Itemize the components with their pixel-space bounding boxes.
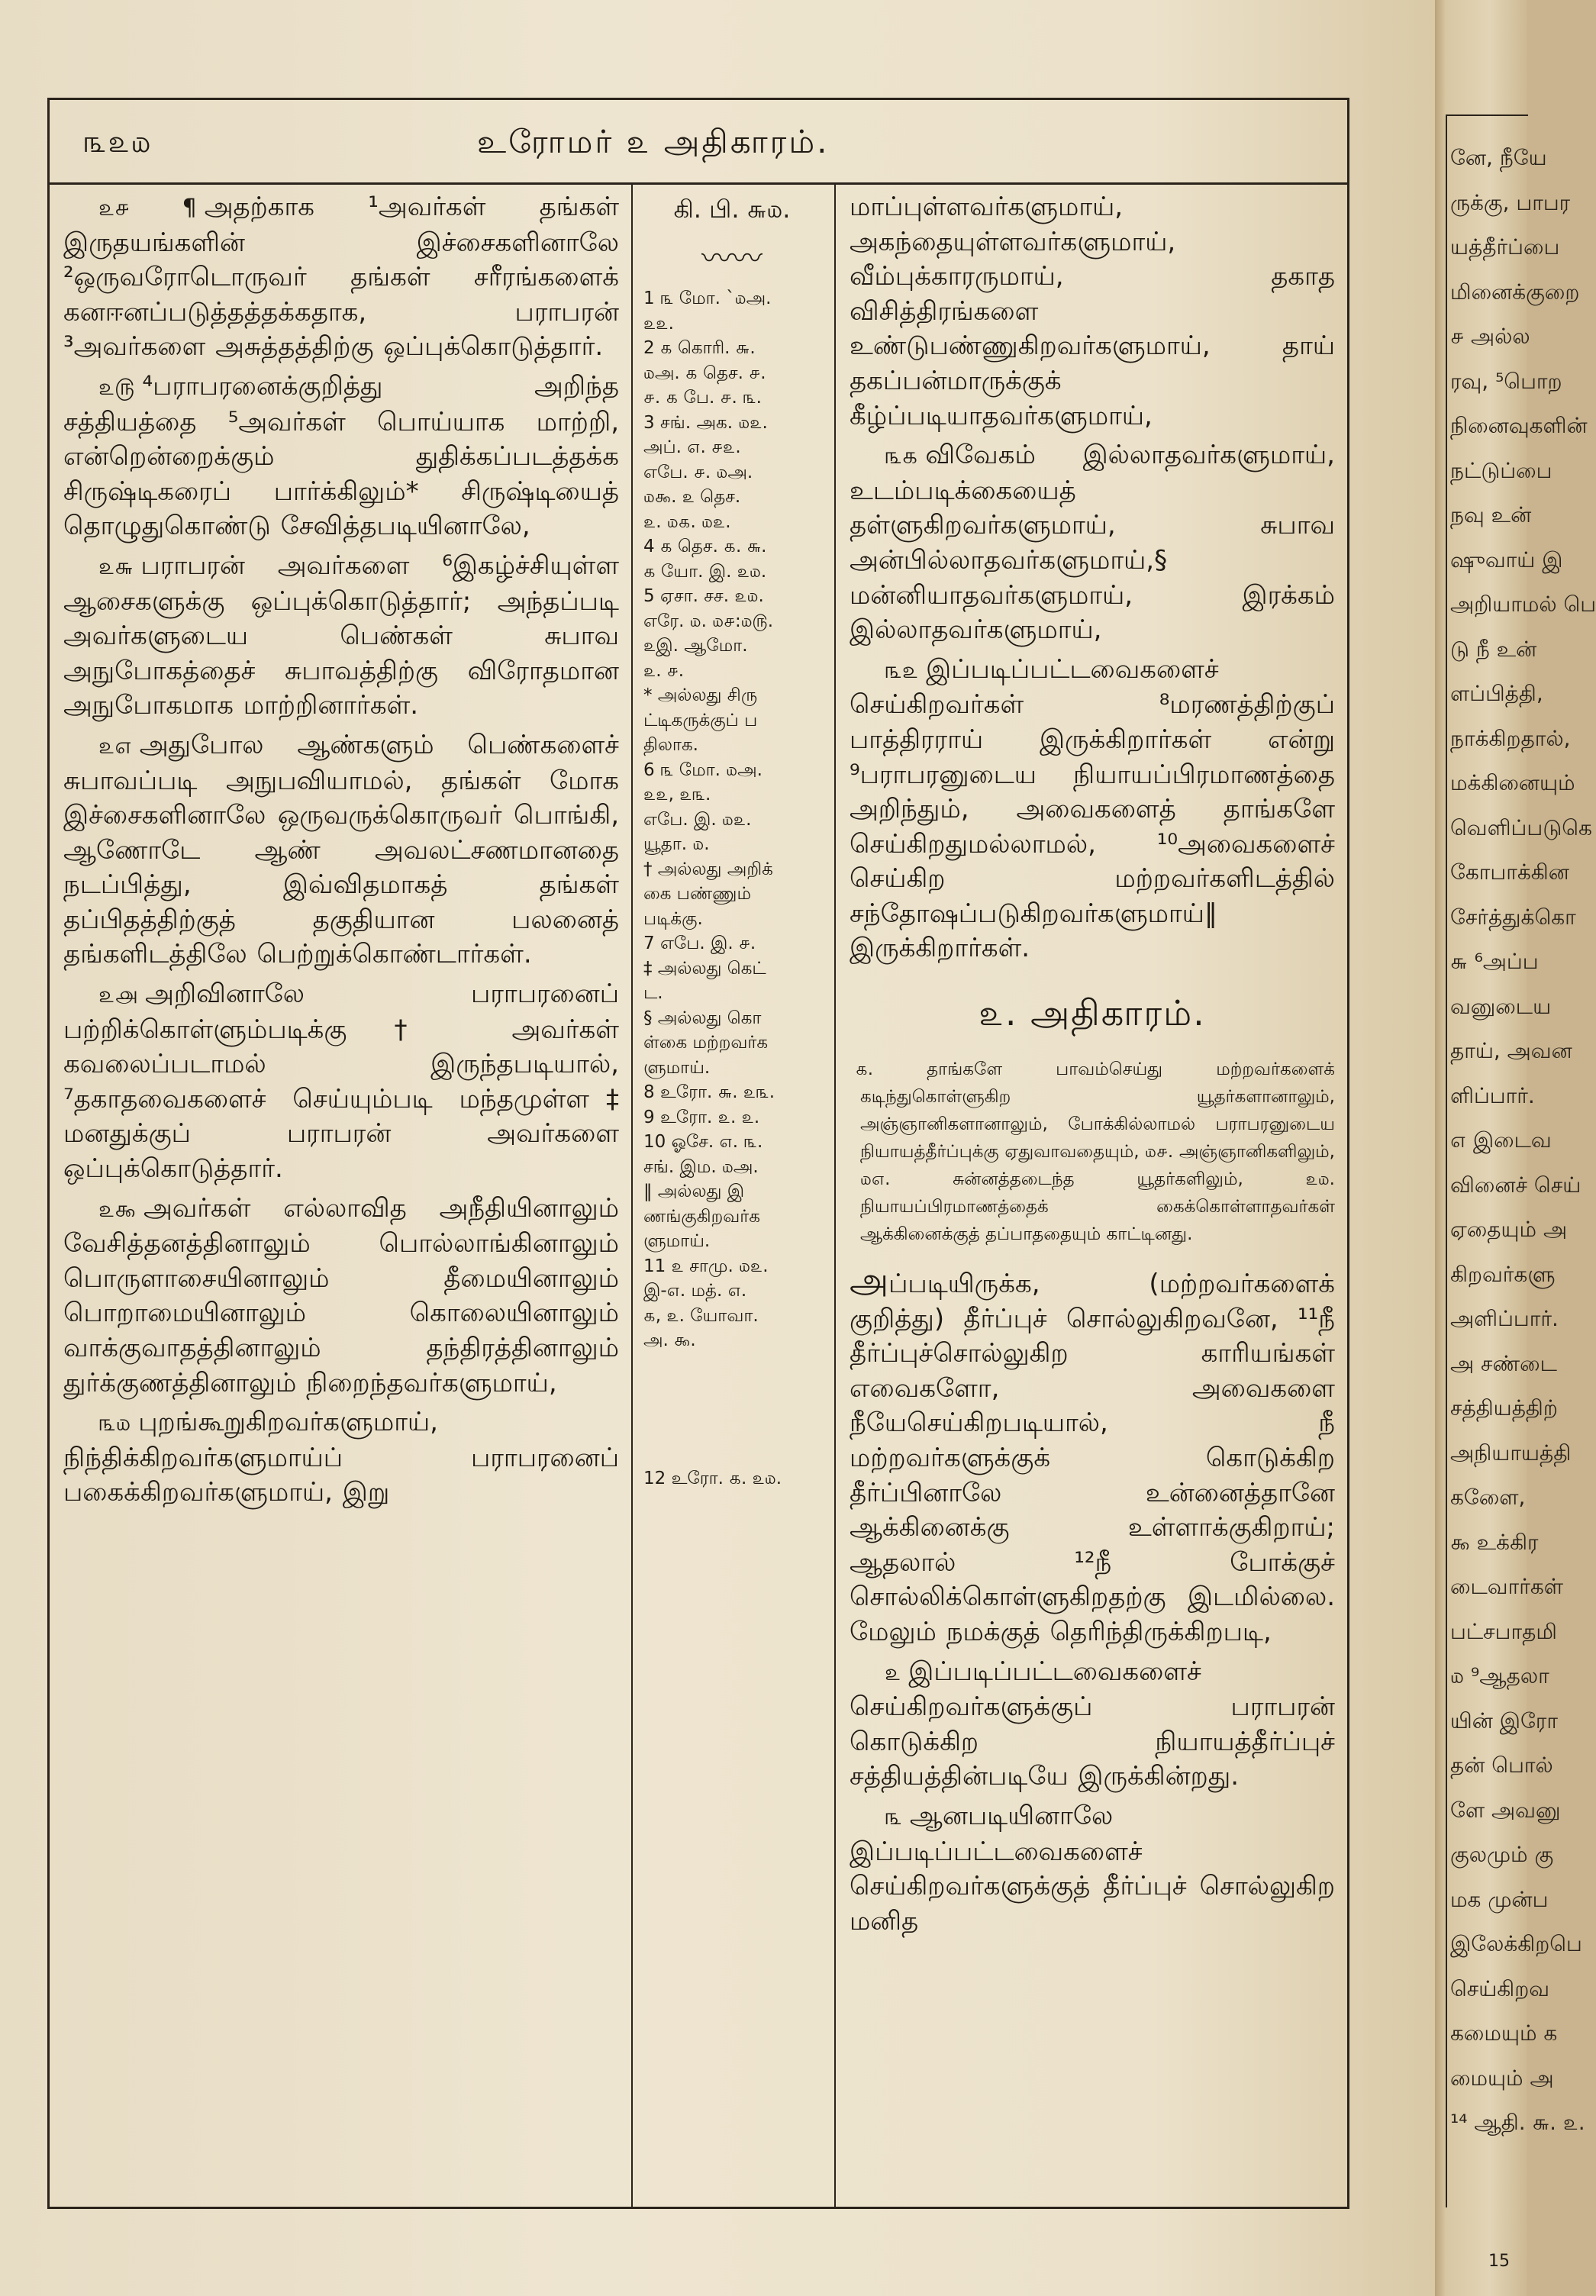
cross-reference: யூதா. ௰. <box>643 834 710 854</box>
page-frame <box>47 98 1349 2209</box>
adjacent-page-line: யத்தீர்ப்பை <box>1450 234 1560 260</box>
adjacent-page-line: நாக்கிறதால், <box>1450 725 1571 751</box>
verse <box>850 1259 1335 1650</box>
cross-reference: 2 ௧ கொரி. ௬. <box>643 338 756 358</box>
adjacent-page-line: ருக்கு, பாபர <box>1450 189 1571 215</box>
adjacent-page-line: வெளிப்படுகெ <box>1450 814 1592 840</box>
adjacent-page-number: 15 <box>1488 2252 1510 2271</box>
cross-reference: ‡ அல்லது கெட் <box>643 958 766 979</box>
cross-reference: ளுமாய். <box>643 1057 711 1078</box>
right-verses <box>850 438 1335 966</box>
cross-reference: ௧ யோ. இ. ௨௰. <box>643 561 767 582</box>
adjacent-page-line: னே, நீயே <box>1450 145 1547 170</box>
cross-reference: 3 சங். அக. ௰௨. <box>643 412 768 433</box>
running-title: உரோமர் ௨ அதிகாரம். <box>477 123 830 160</box>
adjacent-page-line: களைே, <box>1450 1485 1526 1510</box>
cross-reference: இ-௭. மத். ௭. <box>643 1281 747 1301</box>
verse-number: ௨௯ <box>98 1195 136 1223</box>
cross-reference: 4 ௧ தெச. ௧. ௬. <box>643 537 767 556</box>
cross-reference: எபே. இ. ௰௨. <box>643 809 752 830</box>
verse-text: இப்படிப்பட்டவைகளைச் செய்கிறவர்களுக்குப் பராபரன் கொடுக்கிற நியாயத்தீர்ப்புச் சத்தியத்தின்படியே இருக்கின்றது. <box>850 1656 1335 1792</box>
cross-reference: 8 உரோ. ௬. ௨௩. <box>643 1082 775 1102</box>
verse <box>850 653 1335 966</box>
adjacent-page-edge <box>1435 0 1596 2296</box>
continuation-text: மாப்புள்ளவர்களுமாய், அகந்தையுள்ளவர்களுமாய், வீம்புக்காரருமாய், தகாத விசித்திரங்களை உண்டுபண்ணுகிறவர்களுமாய், தாய் தகப்பன்மாருக்குக் கீழ்ப்படியாதவர்களுமாய், <box>850 192 1335 431</box>
cross-reference: எரே. ௰. ௰௪:௰௫. <box>643 611 774 631</box>
cross-reference: ணங்குகிறவர்க <box>643 1206 760 1227</box>
verse <box>63 977 619 1187</box>
cross-reference: ௪. ௧ பே. ௪. ௩. <box>643 388 762 408</box>
adjacent-page-line: மையும் அ <box>1450 2065 1554 2091</box>
verse-number: ௨௪ ¶ <box>98 195 197 221</box>
adjacent-page-line: கோபாக்கின <box>1450 859 1569 885</box>
verse-number: ௨ <box>885 1659 901 1686</box>
cross-reference: ௨௨. <box>643 313 674 334</box>
verse <box>63 549 619 724</box>
adjacent-page-line: ளிப்பார். <box>1450 1082 1535 1108</box>
adjacent-page-line: செய்கிறவ <box>1450 1975 1550 2001</box>
cross-reference: ௨௨, ௨௩. <box>643 785 711 805</box>
verse-text: பராபரன் அவர்களை ⁶இகழ்ச்சியுள்ள ஆசைகளுக்கு ஒப்புக்கொடுத்தார்; அந்தப்படி அவர்களுடைய பெண்கள் சுபாவ அநுபோகத்தைச் சுபாவத்திற்கு விரோதமான அநுபோகமாக மாற்றினார்கள். <box>63 550 619 721</box>
adjacent-page-line: ஏதையும் அ <box>1450 1217 1568 1242</box>
cross-reference: ள்கை மற்றவர்க <box>643 1033 769 1053</box>
verse-text: அதுபோல ஆண்களும் பெண்களைச் சுபாவப்படி அநுபவியாமல், தங்கள் மோக இச்சைகளினாலே ஒருவருக்கொருவர் பொங்கி, ஆணோடே ஆண் அவலட்சணமானதை நடப்பித்து, இவ்விதமாகத் தங்கள் தப்பிதத்திற்குத் தகுதியான பலனைத் தங்களிடத்திலே பெற்றுக்கொண்டார்கள். <box>63 729 619 970</box>
adjacent-page-line: யின் இரோ <box>1450 1707 1558 1733</box>
verse-text: விவேகம் இல்லாதவர்களுமாய், உடம்படிக்கையைத் தள்ளுகிறவர்களுமாய், சுபாவ அன்பில்லாதவர்களுமாய்,§ மன்னியாதவர்களுமாய், இரக்கம் இல்லாதவர்களுமாய், <box>850 440 1335 646</box>
adjacent-page-line: மக்கினையும் <box>1450 770 1575 795</box>
adjacent-page-line: நவு உன் <box>1450 502 1532 527</box>
cross-reference: 7 எபே. இ. ௪. <box>643 934 756 953</box>
verse <box>63 1192 619 1401</box>
chapter-verses <box>850 1259 1335 1939</box>
adjacent-page-line: நட்டுப்பை <box>1450 457 1552 483</box>
cross-reference: 5 ஏசா. சச. ௨௰. <box>643 586 764 606</box>
adjacent-page-line: ௰ ⁹ஆதலா <box>1450 1663 1549 1688</box>
adjacent-page-line: வினைச் செய் <box>1450 1172 1581 1198</box>
adjacent-page-line: ௯ உக்கிர <box>1450 1529 1539 1555</box>
adjacent-page-line: கிறவர்களு <box>1450 1261 1556 1287</box>
verse-number: ௨௭ <box>98 732 132 759</box>
adjacent-page-line: மினைக்குறை <box>1450 279 1580 305</box>
column-rule-right <box>834 182 836 2207</box>
cross-reference: அ. ௯. <box>643 1330 696 1350</box>
adjacent-page-line: ளப்பித்தி, <box>1450 681 1543 706</box>
adjacent-page-line: தன் பொல் <box>1450 1753 1553 1778</box>
verse <box>850 438 1335 648</box>
cross-reference: ளுமாய். <box>643 1231 711 1251</box>
verse-number: ௩௧ <box>885 443 918 470</box>
verse-text: ஆனபடியினாலே இப்படிப்பட்டவைகளைச் செய்கிறவர்களுக்குத் தீர்ப்புச் சொல்லுகிற மனித <box>850 1800 1335 1936</box>
verse-number: ௨௫ <box>98 373 135 401</box>
cross-reference: ட்டிகருக்குப் ப <box>643 710 758 730</box>
cross-reference: திலாக. <box>643 735 698 755</box>
verse <box>63 1405 619 1511</box>
adjacent-page-line: குலமும் கு <box>1450 1842 1554 1867</box>
adjacent-page-line: ௪ அல்ல <box>1450 324 1530 349</box>
cross-reference: ௧, ௨. யோவா. <box>643 1305 759 1326</box>
adjacent-page-line: டு நீ உன் <box>1450 636 1537 662</box>
cross-reference: ௰௯. ௨ தெச. <box>643 487 741 507</box>
cross-reference: அப். ௭. ௪௨. <box>643 437 741 457</box>
cross-reference: ௨. ௰௧. ௰௨. <box>643 511 731 532</box>
cross-reference: ட. <box>643 983 663 1003</box>
chapter-heading: ௨. அதிகாரம். <box>979 992 1206 1034</box>
right-text-column <box>850 190 1335 2198</box>
adjacent-page-line: அநியாயத்தி <box>1450 1440 1572 1466</box>
verse-number: ௩௰ <box>98 1410 131 1437</box>
column-rule-left <box>631 182 633 2207</box>
verse <box>850 1655 1335 1795</box>
cross-reference: 9 உரோ. ௨. ௨. <box>643 1107 760 1127</box>
cross-reference: ௰அ. ௧ தெச. ௪. <box>643 363 766 383</box>
adjacent-page-line: பட்சபாதமி <box>1450 1618 1557 1644</box>
adjacent-page-line: மக முன்ப <box>1450 1886 1549 1912</box>
cross-reference: படிக்கு. <box>643 908 703 929</box>
cross-reference: ‖ அல்லது இ <box>643 1182 745 1201</box>
adjacent-page-line: நினைவுகளின் <box>1450 413 1588 438</box>
cross-reference: * அல்லது சிரு <box>643 685 758 705</box>
cross-reference: ௨இ. ஆமோ. <box>643 636 748 656</box>
adjacent-page-line: தாய், அவன <box>1450 1038 1572 1063</box>
cross-reference: சங். இம. ௰அ. <box>643 1156 759 1177</box>
verse <box>850 1799 1335 1939</box>
cross-reference: ௨. ௪. <box>643 660 685 681</box>
verse <box>63 369 619 544</box>
verse-text: இப்படிப்பட்டவைகளைச் செய்கிறவர்கள் ⁸மரணத்திற்குப் பாத்திரராய் இருக்கிறார்கள் என்று ⁹பராபரனுடைய நியாயப்பிரமாணத்தை அறிந்தும், அவைகளைத் தாங்களே செய்கிறதுமல்லாமல், ¹⁰அவைகளைச் செய்கிற மற்றவர்களிடத்தில் சந்தோஷப்படுகிறவர்களுமாய்‖ இருக்கிறார்கள். <box>850 653 1335 964</box>
adjacent-page-line: ஷுவாய் இ <box>1450 547 1563 572</box>
cross-reference: கை பண்ணும் <box>643 884 751 904</box>
cross-reference: 1 ௩ மோ. `௰அ. <box>643 289 772 308</box>
cross-reference: 11 ௨ சாமு. ௰௨. <box>643 1256 769 1276</box>
chapter-summary: ௧. தாங்களே பாவம்செய்து மற்றவர்களைக் கடிந்துகொள்ளுகிற யூதர்களானாலும், அஞ்ஞானிகளானாலும், போக்கில்லாமல் பராபரனுடைய நியாயத்தீர்ப்புக்கு ஏதுவாவதையும், ௰௪. அஞ்ஞானிகளிலும், ௰௭. சுன்னத்தடைந்த யூதர்களிலும், ௨௰. நியாயப்பிரமாணத்தைக் கைக்கொள்ளாதவர்கள் ஆக்கினைக்குத் தப்பாததையும் காட்டினது. <box>856 1059 1335 1245</box>
verse-number: ௩ <box>885 1803 902 1830</box>
drop-initial: அ <box>850 1259 889 1301</box>
adjacent-page-line: டைவார்கள் <box>1450 1574 1564 1599</box>
ornament-divider: 〰〰 <box>701 241 763 276</box>
verse-number: ௩௨ <box>885 656 919 684</box>
adjacent-page-line: அ சண்டை <box>1450 1350 1557 1376</box>
adjacent-page-line: கமையும் க <box>1450 2020 1558 2046</box>
verse-text: அவர்கள் எல்லாவித அநீதியினாலும் வேசித்தனத்தினாலும் பொல்லாங்கினாலும் பொருளாசையினாலும் தீமையினாலும் பொறாமையினாலும் கொலையினாலும் வாக்குவாதத்தினாலும் தந்திரத்தினாலும் துர்க்குணத்தினாலும் நிறைந்தவர்களுமாய், <box>63 1192 619 1398</box>
cross-reference-bottom: 12 உரோ. ௧. ௨௰. <box>643 1468 782 1488</box>
adjacent-page-line: ளே அவனு <box>1450 1797 1561 1823</box>
cross-reference: § அல்லது கொ <box>643 1008 762 1028</box>
verse <box>63 190 619 365</box>
cross-reference-list <box>643 287 821 1353</box>
adjacent-page-line: வனுடைய <box>1450 993 1552 1019</box>
cross-reference: எபே. ௪. ௰அ. <box>643 462 753 482</box>
adjacent-page-line: ௭ இடைவ <box>1450 1127 1552 1153</box>
adjacent-page-line: அளிப்பார். <box>1450 1306 1559 1331</box>
verse-text: ப்படியிருக்க, (மற்றவர்களைக் குறித்து) தீர்ப்புச் சொல்லுகிறவனே, ¹¹நீ தீர்ப்புச்சொல்லுகிற காரியங்கள் எவைகளோ, அவைகளை நீயேசெய்கிறபடியால், நீ மற்றவர்களுக்குக் கொடுக்கிற தீர்ப்பினாலே உன்னைத்தானே ஆக்கினைக்கு உள்ளாக்குகிறாய்; ஆதலால் ¹²நீ போக்குச் சொல்லிக்கொள்ளுகிறதற்கு இடமில்லை. மேலும் நமக்குத் தெரிந்திருக்கிறபடி, <box>850 1269 1335 1647</box>
verse-text: ⁴பராபரனைக்குறித்து அறிந்த சத்தியத்தை ⁵அவர்கள் பொய்யாக மாற்றி, என்றென்றைக்கும் துதிக்கப்படத்தக்க சிருஷ்டிகரைப் பார்க்கிலும்* சிருஷ்டியைத் தொழுதுகொண்டு சேவித்தபடியினாலே, <box>63 370 619 542</box>
adjacent-page-line: சத்தியத்திற் <box>1450 1395 1558 1420</box>
verse-number: ௨௬ <box>98 553 134 580</box>
left-text-column <box>63 190 619 2198</box>
page-header <box>50 100 1347 185</box>
cross-reference: 10 ஓசே. ௭. ௩. <box>643 1132 763 1152</box>
verse-text: புறங்கூறுகிறவர்களுமாய், நிந்திக்கிறவர்களுமாய்ப் பராபரனைப் பகைக்கிறவர்களுமாய், இறு <box>63 1407 619 1508</box>
reference-column <box>643 190 821 2198</box>
reference-column-heading: கி. பி. ௬௰. <box>673 195 791 224</box>
cross-reference: † அல்லது அறிக் <box>643 859 773 879</box>
cross-reference: 6 ௩ மோ. ௰அ. <box>643 759 763 780</box>
verse-text: அறிவினாலே பராபரனைப் பற்றிக்கொள்ளும்படிக்கு† அவர்கள் கவலைப்படாமல் இருந்தபடியால், ⁷தகாதவைகளைச் செய்யும்படி மந்தமுள்ள‡ மனதுக்குப் பராபரன் அவர்களை ஒப்புக்கொடுத்தார். <box>63 979 619 1185</box>
page-number: ௩௨௰ <box>83 124 153 160</box>
verse-text: அதற்காக ¹அவர்கள் தங்கள் இருதயங்களின் இச்சைகளினாலே ²ஒருவரோடொருவர் தங்கள் சரீரங்களைக் கனஈனப்படுத்தத்தக்கதாக, பராபரன் ³அவர்களை அசுத்தத்திற்கு ஒப்புக்கொடுத்தார். <box>63 192 620 363</box>
verse-number: ௨௮ <box>98 982 138 1009</box>
adjacent-page-line: இலேக்கிறபெ <box>1450 1931 1582 1956</box>
adjacent-page-line: ௬ ⁶அப்ப <box>1450 949 1539 974</box>
adjacent-page-line: ¹⁴ ஆதி. ௬. ௨. <box>1450 2110 1585 2135</box>
verse <box>63 728 619 972</box>
adjacent-page-line: அறியாமல் பெ <box>1450 592 1596 617</box>
adjacent-page-line: ரவு, ⁵பொற <box>1450 368 1562 394</box>
adjacent-page-line: சேர்த்துக்கொ <box>1450 904 1576 930</box>
